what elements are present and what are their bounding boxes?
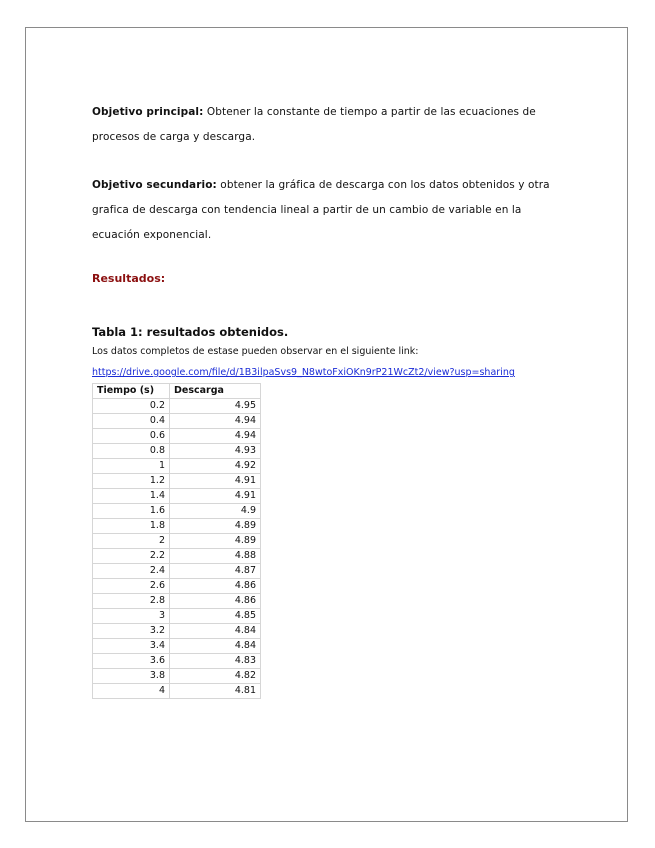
cell-descarga: 4.91 [170,489,261,504]
cell-descarga: 4.92 [170,459,261,474]
cell-descarga: 4.82 [170,669,261,684]
cell-descarga: 4.94 [170,429,261,444]
table-row [93,444,261,459]
cell-tiempo: 1.8 [93,519,170,534]
cell-tiempo: 1.2 [93,474,170,489]
table-row [93,459,261,474]
table-row [93,669,261,684]
objective-secondary-label: Objetivo secundario: [92,179,217,191]
cell-descarga: 4.86 [170,594,261,609]
table-row [93,684,261,699]
table-row [93,504,261,519]
table-row [93,624,261,639]
cell-descarga: 4.81 [170,684,261,699]
cell-descarga: 4.87 [170,564,261,579]
cell-tiempo: 0.2 [93,399,170,414]
cell-descarga: 4.91 [170,474,261,489]
table-row [93,654,261,669]
cell-tiempo: 1 [93,459,170,474]
results-heading: Resultados: [92,272,166,285]
table-row [93,429,261,444]
cell-tiempo: 1.6 [93,504,170,519]
objective-secondary-text: obtener la gráfica de descarga con los datos obtenidos y otra grafica de descarga con tendencia lineal a partir de un cambio de variable en la ecuación exponencial. [92,179,550,241]
results-table [92,383,261,699]
table-row [93,594,261,609]
cell-tiempo: 3.6 [93,654,170,669]
cell-descarga: 4.84 [170,624,261,639]
table-row [93,519,261,534]
cell-tiempo: 0.8 [93,444,170,459]
cell-descarga: 4.86 [170,579,261,594]
document-page [25,27,628,822]
document-content [92,100,572,699]
table-row [93,489,261,504]
table-row [93,414,261,429]
cell-tiempo: 0.4 [93,414,170,429]
cell-tiempo: 4 [93,684,170,699]
table-title: Tabla 1: resultados obtenidos. [92,325,289,339]
cell-tiempo: 0.6 [93,429,170,444]
cell-descarga: 4.94 [170,414,261,429]
table-row [93,399,261,414]
cell-descarga: 4.85 [170,609,261,624]
cell-tiempo: 2.6 [93,579,170,594]
header-tiempo: Tiempo (s) [93,384,170,399]
cell-tiempo: 2.8 [93,594,170,609]
objective-main [92,100,572,150]
cell-tiempo: 2.4 [93,564,170,579]
cell-descarga: 4.95 [170,399,261,414]
table-header-row [93,384,261,399]
cell-tiempo: 2.2 [93,549,170,564]
cell-tiempo: 3 [93,609,170,624]
table-row [93,549,261,564]
data-link[interactable]: https://drive.google.com/file/d/1B3ilpaSvs9_N8wtoFxiOKn9rP21WcZt2/view?usp=sharing [92,367,515,378]
header-descarga: Descarga [170,384,261,399]
table-row [93,579,261,594]
cell-tiempo: 3.8 [93,669,170,684]
cell-tiempo: 1.4 [93,489,170,504]
cell-descarga: 4.9 [170,504,261,519]
cell-descarga: 4.88 [170,549,261,564]
table-row [93,564,261,579]
table-body [93,399,261,699]
cell-descarga: 4.93 [170,444,261,459]
cell-tiempo: 2 [93,534,170,549]
objective-main-label: Objetivo principal: [92,106,204,118]
table-row [93,609,261,624]
cell-tiempo: 3.4 [93,639,170,654]
table-row [93,474,261,489]
cell-tiempo: 3.2 [93,624,170,639]
cell-descarga: 4.89 [170,519,261,534]
table-row [93,534,261,549]
table-row [93,639,261,654]
cell-descarga: 4.84 [170,639,261,654]
objective-secondary [92,173,572,248]
cell-descarga: 4.89 [170,534,261,549]
data-note: Los datos completos de estase pueden observar en el siguiente link: [92,346,419,357]
objective-main-text: Obtener la constante de tiempo a partir de las ecuaciones de procesos de carga y descarga. [92,106,536,143]
cell-descarga: 4.83 [170,654,261,669]
